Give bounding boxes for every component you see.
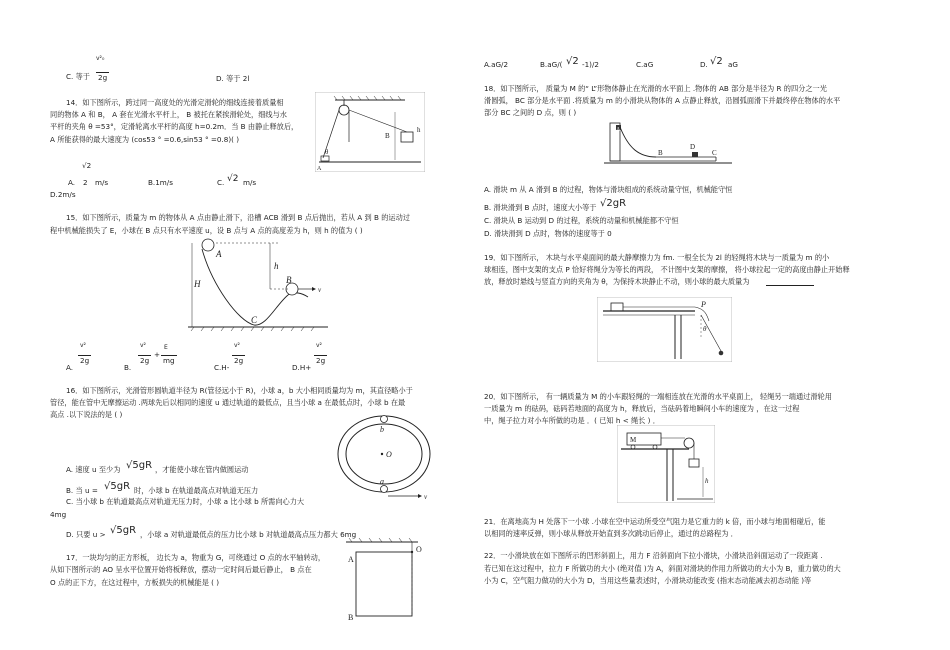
cart-pulley-figure (617, 425, 715, 503)
fig18-label-B: B (658, 149, 663, 157)
q15-optB-den: 2g (140, 356, 150, 365)
q19-line3: 放，释放时悬线与竖直方向的夹角为 θ，为保持木块静止不动，则小球的最大质量为 (484, 277, 750, 286)
q18-line2: 滑圆弧， BC 部分是水平面 .将质量为 m 的小滑块从物体的 A 点静止释放，沿圆弧面滑下并最终停在物体的水平 (484, 96, 841, 105)
q14-optA: A. (68, 178, 76, 187)
fig20-label-h: h (705, 477, 709, 485)
table-block-pendulum-figure (597, 297, 732, 362)
ring-figure (336, 412, 436, 500)
q16-optB-tail: 时，小球 b 在轨道最高点对轨道无压力 (134, 486, 259, 495)
fig15-label-A: A (216, 249, 222, 259)
q13-optD: D. 等于 2l (216, 74, 250, 83)
pulley-figure (315, 92, 425, 172)
q13-optC-num: v²₀ (96, 55, 105, 62)
q16-optA-val: √5gR (126, 460, 153, 471)
fig19-label-theta: θ (703, 325, 707, 333)
q22-line3: 小为 C，空气阻力做功的大小为 D，当用这些量表述时，小滑块动能改变 (指末态动能减去初态动能 )等 (484, 576, 812, 585)
q15-optA-den: 2g (80, 356, 90, 365)
q16-optB-val: √5gR (104, 481, 131, 492)
q15-optB: B. (124, 363, 132, 372)
q19-answer-blank (766, 277, 814, 286)
q22-line2: 若已知在这过程中，拉力 F 所做功的大小 (绝对值 )为 A，斜面对滑块的作用力所做功的大小为 B，重力做功的大 (484, 564, 841, 573)
q16-optD-val: √5gR (110, 525, 137, 536)
q16-optB: B. 当 u = (66, 486, 98, 495)
fig15-label-H: H (194, 279, 201, 289)
q18-optB-val: √2gR (600, 198, 627, 209)
q17-line1: 17．一块均匀的正方形板， 边长为 a，物重为 G，可绕通过 O 点的水平轴转动， (66, 553, 326, 562)
q15-optB-plus: + (154, 350, 161, 359)
q14-line3: 平杆的夹角 θ =53°，定滑轮离水平杆的高度 h=0.2m．当 B 由静止释放后， (50, 122, 299, 131)
q16-optC2: 4mg (50, 510, 67, 519)
fig18-label-A: A (616, 127, 621, 133)
q15-line1: 15．如下图所示，质量为 m 的物体从 A 点由静止滑下，沿槽 ACB 滑到 B 点后抛出，若从 A 到 B 的运动过 (66, 213, 410, 222)
q17-line2: 从如下图所示的 AO 呈水平位置开始将板释放，摆动一定时间后最后静止， B 点在 (50, 565, 312, 574)
fig14-label-theta: θ (325, 148, 329, 156)
fig18-label-D: D (690, 143, 696, 151)
fig15-label-B: B (286, 275, 292, 285)
q16-optD: D. 只要 u > (66, 530, 106, 539)
q13-optC: C. 等于 (66, 72, 90, 81)
q17-optB: B.aG/( (540, 60, 563, 69)
q14-optA-unit: m/s (95, 178, 109, 187)
q15-line2: 程中机械能损失了 E，小球在 B 点只有水平速度 u，设 B 点与 A 点的高度差为 h，则 h 的值为 ( ) (50, 226, 363, 235)
q16-line3: 高点 .以下说法的是 ( ) (50, 410, 123, 419)
fig15-label-v: v (318, 286, 322, 294)
q20-line1: 20．如下图所示， 有一辆质量为 M 的小车跟轻绳的一端相连放在光滑的水平桌面上， 轻绳另一端通过滑轮用 (484, 392, 832, 401)
fig19-label-P: P (701, 300, 706, 309)
fig16-label-v: v (424, 493, 428, 500)
q13-optC-den: 2g (98, 73, 108, 82)
fig17-label-B: B (348, 613, 354, 622)
q17-optD-tail: aG (728, 60, 738, 69)
fig20-label-M: M (630, 436, 637, 444)
q17-optB-val: √2 (566, 56, 579, 67)
q20-line3: 中，绳子拉力对小车所做的功是 ．( 已知 h < 绳长 ) ． (484, 416, 660, 425)
q14-optA-num: √2 (82, 161, 92, 170)
q15-optA: A. (66, 363, 74, 372)
q14-line1: 14．如下图所示，跨过同一高度处的光滑定滑轮的细线连接着质量相 (66, 98, 284, 107)
fig18-label-C: C (712, 149, 717, 157)
q15-optA-num: v² (80, 342, 86, 349)
q17-optA: A.aG/2 (484, 60, 509, 69)
q15-optD-den: 2g (316, 356, 326, 365)
q16-line2: 管径，能在管中无摩擦运动 .两球先后以相同的速度 u 通过轨道的最低点，且当小球 a 在最低点时，小球 b 在最 (50, 398, 406, 407)
fig16-label-O: O (386, 450, 392, 459)
q16-optA-tail: ，才能使小球在管内做圆运动 (155, 465, 249, 474)
l-shaped-block-figure (604, 117, 734, 169)
fig15-label-h: h (274, 261, 279, 271)
q20-line2: 一质量为 m 的砝码，砝码若地面的高度为 h，释放后，当砝码着地瞬间小车的速度为 ，在这一过程 (484, 404, 800, 413)
q18-optB: B. 滑块滑到 B 点时，速度大小等于 (484, 203, 597, 212)
q15-optB-num: v² (140, 342, 146, 349)
q18-optC: C. 滑块从 B 运动到 D 的过程，系统的动量和机械能都不守恒 (484, 216, 679, 225)
fig16-label-b: b (380, 425, 384, 434)
q14-optC: C. (217, 178, 225, 187)
q15-optC-den: 2g (234, 356, 244, 365)
q17-line3: O 点的正下方，在这过程中，方板损失的机械能是 ( ) (50, 578, 220, 587)
q14-line4: A 所能获得的最大速度为 (cos53 ° =0.6,sin53 ° =0.8)( ) (50, 135, 240, 144)
q16-line1: 16．如下图所示，光滑管形圆轨道半径为 R(管径远小于 R)，小球 a，b 大小相同质量均为 m，其直径略小于 (66, 386, 413, 395)
q15-optD-num: v² (316, 342, 322, 349)
fig14-label-h: h (417, 126, 421, 134)
fig14-label-A: A (317, 166, 322, 172)
q21-line1: 21．在离地高为 H 处落下一小球 .小球在空中运动所受空气阻力是它重力的 k 倍，而小球与地面相碰后，能 (484, 517, 826, 526)
fig17-label-O: O (416, 545, 422, 554)
q14-optC-val: √2 (227, 174, 239, 184)
fig16-label-a: a (380, 477, 384, 486)
q14-optD: D.2m/s (50, 190, 76, 199)
fig15-label-C: C (251, 315, 258, 325)
square-plate-figure (344, 538, 436, 622)
q15-optC-num: v² (234, 342, 240, 349)
q18-line3: 部分 BC 之间的 D 点，则 ( ) (484, 108, 577, 117)
q15-optD: D.H+ (292, 363, 312, 372)
q16-optC: C. 当小球 b 在轨道最高点对轨道无压力时，小球 a 比小球 b 所需向心力大 (66, 497, 305, 506)
q18-optA: A. 滑块 m 从 A 滑到 B 的过程，物体与滑块组成的系统动量守恒，机械能守恒 (484, 185, 733, 194)
q17-optB-tail: -1)/2 (582, 60, 599, 69)
q16-optD-tail: ，小球 a 对轨道最低点的压力比小球 b 对轨道最高点压力都大 6mg (140, 530, 357, 539)
q16-optA: A. 速度 u 至少为 (66, 465, 121, 474)
q22-line1: 22．一小滑块放在如下图所示的凹形斜面上，用力 F 沿斜面向下拉小滑块，小滑块沿斜面运动了一段距离 . (484, 551, 823, 560)
q15-optB-den2: mg (163, 356, 175, 365)
q18-optD: D. 滑块滑到 D 点时，物体的速度等于 0 (484, 229, 612, 238)
q14-optA-den: 2 (83, 178, 88, 187)
q19-line2: 球相连，图中支架的支点 P 恰好将绳分为等长的两段， 不计图中支架的摩擦， 将小球拉起一定的高度由静止开始释 (484, 265, 850, 274)
q19-line1: 19．如下图所示， 木块与水平桌面间的最大静摩擦力为 fm. 一根全长为 2l 的轻绳将木块与一质量为 m 的小 (484, 253, 830, 262)
q14-optC-unit: m/s (243, 178, 257, 187)
fig17-label-A: A (348, 555, 354, 564)
q18-line1: 18．如下图所示， 质量为 M 的“ L”形物体静止在光滑的水平面上 .物体的 AB 部分是半径为 R 的四分之一光 (484, 84, 827, 93)
q14-optB: B.1m/s (148, 178, 173, 187)
fig14-label-B: B (385, 132, 390, 140)
q15-optB-num2: E (164, 344, 168, 351)
q17-optD-val: √2 (710, 56, 723, 67)
q15-optC: C.H- (214, 363, 230, 372)
q21-line2: 以相同的速率反弹，则小球从释放开始直到多次跳动后停止，通过的总路程为 ． (484, 529, 738, 538)
q17-optC: C.aG (636, 60, 654, 69)
q17-optD: D. (700, 60, 708, 69)
q14-line2: 同的物体 A 和 B， A 套在光滑水平杆上， B 被托在紧挨滑轮处，细线与水 (50, 110, 287, 119)
track-figure (188, 235, 328, 333)
